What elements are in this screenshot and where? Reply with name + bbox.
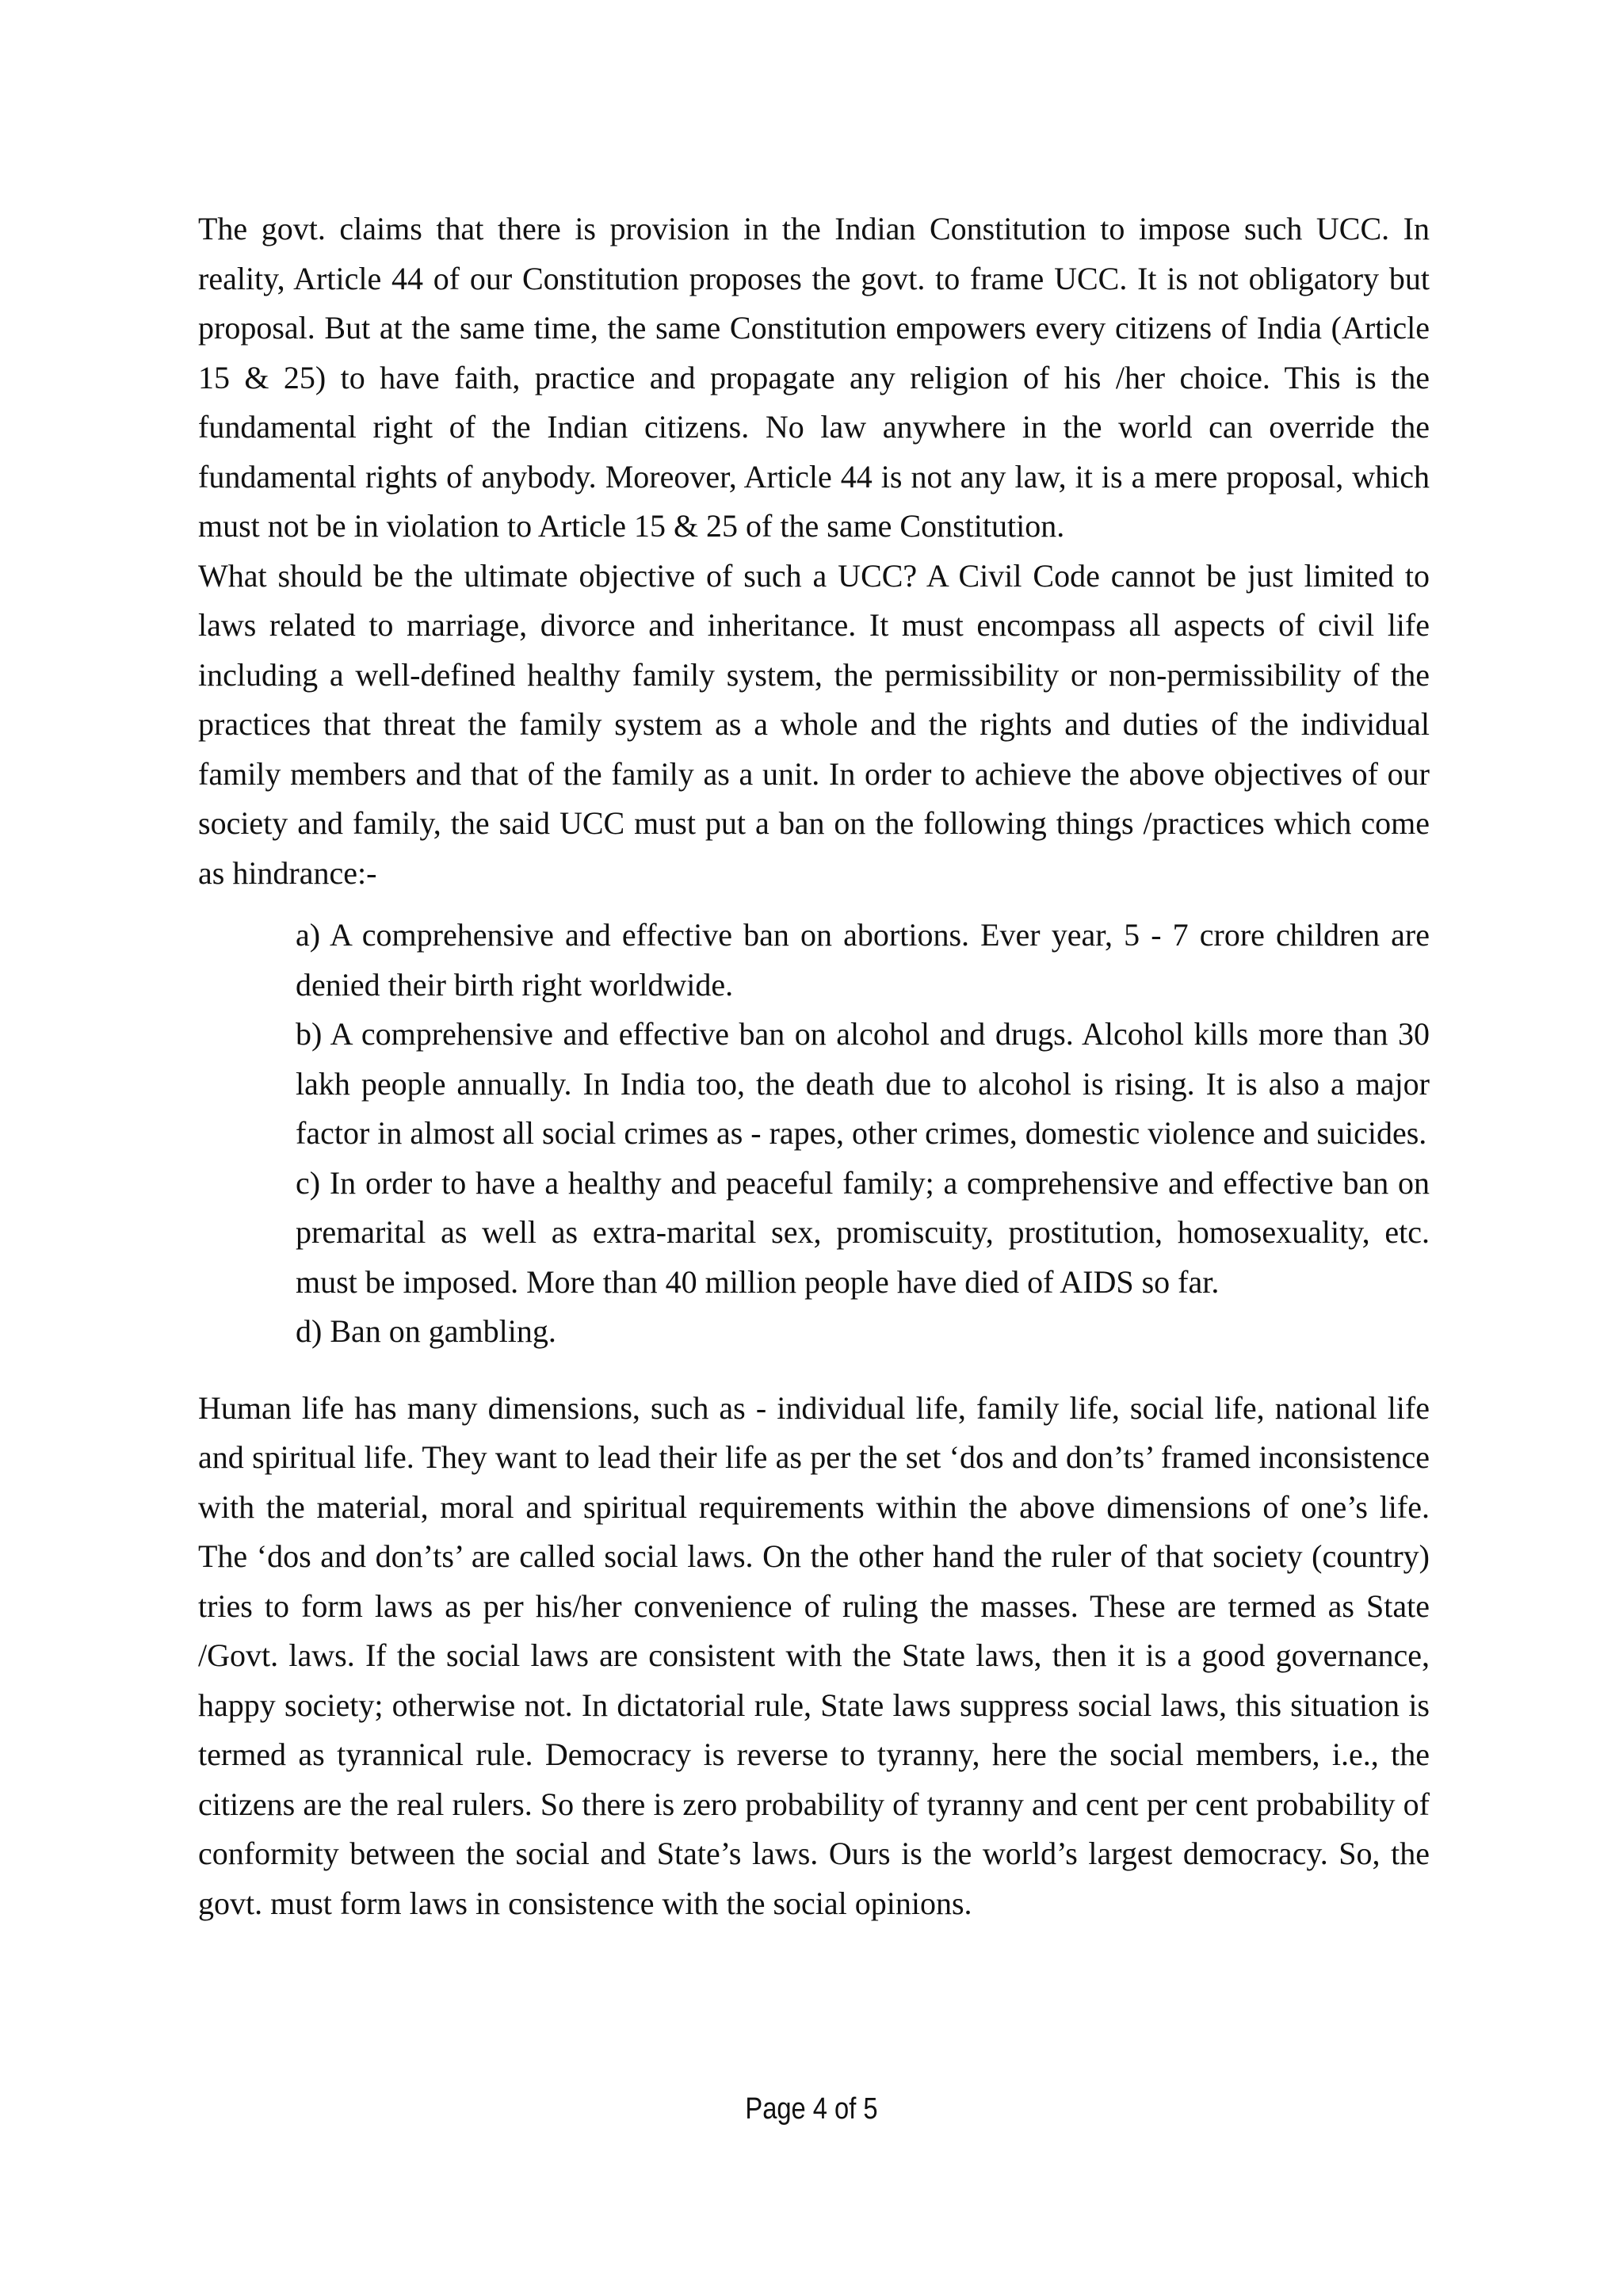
page-number: Page 4 of 5	[745, 2092, 878, 2126]
ban-list	[296, 911, 1430, 1357]
list-item-gambling: d) Ban on gambling.	[296, 1313, 556, 1349]
paragraph-social-laws: Human life has many dimensions, such as - individual life, family life, social life, national life and spiritual life. They want to lead their life as per the set ‘dos and don’ts’ framed inconsistence with the material, moral and spiritual requirements within the above dimensions of one’s life. The ‘dos and don’ts’ are called social laws. On the other hand the ruler of that society (country) tries to form laws as per his/her convenience of ruling the masses. These are termed as State /Govt. laws. If the social laws are consistent with the State laws, then it is a good governance, happy society; otherwise not. In dictatorial rule, State laws suppress social laws, this situation is termed as tyrannical rule. Democracy is reverse to tyranny, here the social members, i.e., the citizens are the real rulers. So there is zero probability of tyranny and cent per cent probability of conformity between the social and State’s laws. Ours is the world’s largest democracy. So, the govt. must form laws in consistence with the social opinions.	[198, 1389, 1430, 1921]
list-item-abortions: a) A comprehensive and effective ban on abortions. Ever year, 5 - 7 crore children are denied their birth right worldwide.	[296, 917, 1430, 1003]
list-item-sexual-conduct: c) In order to have a healthy and peaceful family; a comprehensive and effective ban on premarital as well as extra-marital sex, promiscuity, prostitution, homosexuality, etc. must be imposed. More than 40 million people have died of AIDS so far.	[296, 1164, 1430, 1300]
paragraph-article-44: The govt. claims that there is provision in the Indian Constitution to impose such UCC. In reality, Article 44 of our Constitution proposes the govt. to frame UCC. It is not obligatory but proposal. But at the same time, the same Constitution empowers every citizens of India (Article 15 & 25) to have faith, practice and propagate any religion of his /her choice. This is the fundamental right of the Indian citizens. No law anywhere in the world can override the fundamental rights of anybody. Moreover, Article 44 is not any law, it is a mere proposal, which must not be in violation to Article 15 & 25 of the same Constitution.	[198, 211, 1430, 544]
paragraph-ucc-objective: What should be the ultimate objective of such a UCC? A Civil Code cannot be just limited to laws related to marriage, divorce and inheritance. It must encompass all aspects of civil life including a well-defined healthy family system, the permissibility or non-permissibility of the practices that threat the family system as a whole and the rights and duties of the individual family members and that of the family as a unit. In order to achieve the above objectives of our society and family, the said UCC must put a ban on the following things /practices which come as hindrance:-	[198, 557, 1430, 891]
list-item-alcohol: b) A comprehensive and effective ban on alcohol and drugs. Alcohol kills more than 30 lakh people annually. In India too, the death due to alcohol is rising. It is also a major factor in almost all social crimes as - rapes, other crimes, domestic violence and suicides.	[296, 1016, 1430, 1151]
document-body	[198, 204, 1430, 1928]
